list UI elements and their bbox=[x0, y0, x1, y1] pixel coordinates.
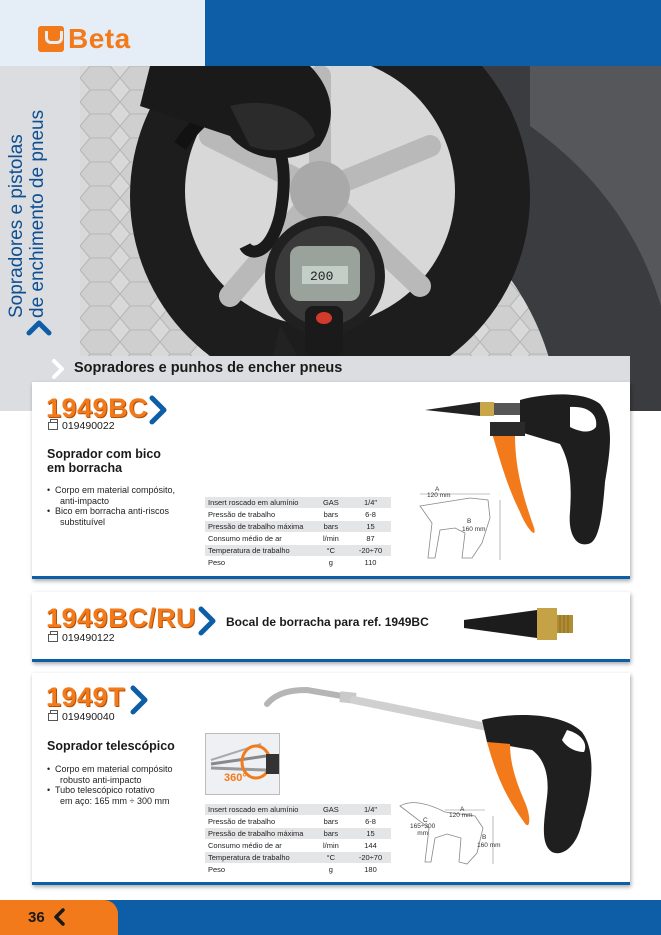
spec-unit: l/min bbox=[312, 840, 350, 852]
spec-row bbox=[205, 816, 391, 828]
spec-table bbox=[205, 804, 391, 876]
gauge-display: 200 bbox=[310, 269, 334, 284]
chevron-right-icon bbox=[147, 395, 169, 425]
banner-title: Sopradores e punhos de encher pneus bbox=[74, 360, 343, 376]
feature-item: • Tubo telescópico rotativo em aço: 165 mm ÷ 300 mm bbox=[47, 785, 173, 806]
brand-logo bbox=[38, 23, 131, 55]
spec-row bbox=[205, 521, 391, 533]
feature-list bbox=[47, 485, 175, 527]
dim-c-label: C bbox=[423, 817, 428, 824]
spec-value: 1/4" bbox=[350, 497, 391, 509]
section-title-line2: de enchimento de pneus bbox=[27, 109, 48, 318]
spec-row bbox=[205, 864, 391, 876]
card-divider bbox=[32, 882, 630, 885]
spec-value: 1/4" bbox=[350, 804, 391, 816]
spec-row bbox=[205, 557, 391, 569]
brand-name: Beta bbox=[68, 23, 131, 54]
section-banner bbox=[32, 356, 630, 382]
chevron-right-icon bbox=[196, 606, 218, 636]
product-ref bbox=[48, 420, 115, 432]
spec-row bbox=[205, 497, 391, 509]
product-code: 1949BC bbox=[46, 393, 149, 423]
feature-item: • Corpo em material compósito, anti-impacto bbox=[47, 485, 175, 506]
product-ref bbox=[48, 632, 115, 644]
dim-a-value: 120 mm bbox=[427, 492, 451, 499]
ref-box-icon bbox=[48, 713, 58, 721]
ref-box-icon bbox=[48, 634, 58, 642]
chevron-right-icon bbox=[50, 358, 66, 380]
ref-number: 019490122 bbox=[62, 632, 115, 644]
spec-unit: °C bbox=[312, 545, 350, 557]
dim-c-value: 165÷300 mm bbox=[410, 823, 436, 837]
spec-value: -20÷70 bbox=[350, 545, 391, 557]
spec-name: Consumo médio de ar bbox=[205, 533, 312, 545]
product-code: 1949T bbox=[46, 682, 126, 712]
section-title-line1: Sopradores e pistolas bbox=[6, 134, 27, 318]
product-title-line2: em borracha bbox=[47, 461, 123, 475]
spec-row bbox=[205, 509, 391, 521]
dim-b-value: 160 mm bbox=[462, 526, 486, 533]
spec-unit: GAS bbox=[312, 497, 350, 509]
dim-b-label: B bbox=[482, 834, 487, 841]
dim-a-label: A bbox=[435, 486, 440, 493]
card-divider bbox=[32, 576, 630, 579]
page-number: 36 bbox=[28, 909, 45, 926]
spec-row bbox=[205, 828, 391, 840]
spec-name: Temperatura de trabalho bbox=[205, 545, 312, 557]
rotation-label: 360° bbox=[224, 772, 247, 784]
spec-row bbox=[205, 852, 391, 864]
spec-name: Pressão de trabalho bbox=[205, 509, 312, 521]
product-title bbox=[47, 447, 161, 475]
spec-value: 15 bbox=[350, 521, 391, 533]
spec-value: 6-8 bbox=[350, 816, 391, 828]
product-title-line1: Soprador com bico bbox=[47, 447, 161, 461]
feature-list bbox=[47, 764, 173, 806]
blow-gun-image bbox=[420, 392, 620, 552]
product-code: 1949BC/RU bbox=[46, 603, 197, 633]
dim-b-value: 160 mm bbox=[477, 842, 501, 849]
spec-row bbox=[205, 804, 391, 816]
ref-number: 019490022 bbox=[62, 420, 115, 432]
spec-unit: l/min bbox=[312, 533, 350, 545]
spec-value: 144 bbox=[350, 840, 391, 852]
spec-name: Insert roscado em alumínio bbox=[205, 804, 312, 816]
spec-name: Peso bbox=[205, 557, 312, 569]
spec-name: Pressão de trabalho máxima bbox=[205, 828, 312, 840]
spec-unit: °C bbox=[312, 852, 350, 864]
chevron-right-icon bbox=[128, 685, 150, 715]
dim-a-value: 120 mm bbox=[449, 812, 473, 819]
product-description: Bocal de borracha para ref. 1949BC bbox=[226, 615, 429, 629]
ref-number: 019490040 bbox=[62, 711, 115, 723]
spec-value: 180 bbox=[350, 864, 391, 876]
spec-name: Pressão de trabalho bbox=[205, 816, 312, 828]
spec-unit: GAS bbox=[312, 804, 350, 816]
ref-box-icon bbox=[48, 422, 58, 430]
chevron-up-icon bbox=[26, 318, 52, 336]
rubber-nozzle-image bbox=[462, 606, 577, 642]
spec-row bbox=[205, 840, 391, 852]
spec-unit: bars bbox=[312, 509, 350, 521]
spec-value: 87 bbox=[350, 533, 391, 545]
spec-unit: bars bbox=[312, 521, 350, 533]
spec-value: 110 bbox=[350, 557, 391, 569]
spec-value: 6-8 bbox=[350, 509, 391, 521]
spec-unit: bars bbox=[312, 816, 350, 828]
spec-unit: g bbox=[312, 557, 350, 569]
chevron-left-icon bbox=[52, 907, 66, 927]
spec-row bbox=[205, 533, 391, 545]
spec-row bbox=[205, 545, 391, 557]
section-title bbox=[6, 48, 48, 318]
feature-item: • Corpo em material compósito robusto anti-impacto bbox=[47, 764, 173, 785]
product-title-line1: Soprador telescópico bbox=[47, 739, 175, 753]
product-title bbox=[47, 739, 175, 753]
spec-value: 15 bbox=[350, 828, 391, 840]
spec-unit: g bbox=[312, 864, 350, 876]
dim-b-label: B bbox=[467, 518, 472, 525]
spec-value: -20÷70 bbox=[350, 852, 391, 864]
spec-table bbox=[205, 497, 391, 569]
dim-a-label: A bbox=[460, 806, 465, 813]
spec-name: Pressão de trabalho máxima bbox=[205, 521, 312, 533]
spec-unit: bars bbox=[312, 828, 350, 840]
product-ref bbox=[48, 711, 115, 723]
spec-name: Consumo médio de ar bbox=[205, 840, 312, 852]
feature-item: • Bico em borracha anti-riscos substituível bbox=[47, 506, 175, 527]
spec-name: Temperatura de trabalho bbox=[205, 852, 312, 864]
spec-name: Insert roscado em alumínio bbox=[205, 497, 312, 509]
card-divider bbox=[32, 659, 630, 662]
spec-name: Peso bbox=[205, 864, 312, 876]
